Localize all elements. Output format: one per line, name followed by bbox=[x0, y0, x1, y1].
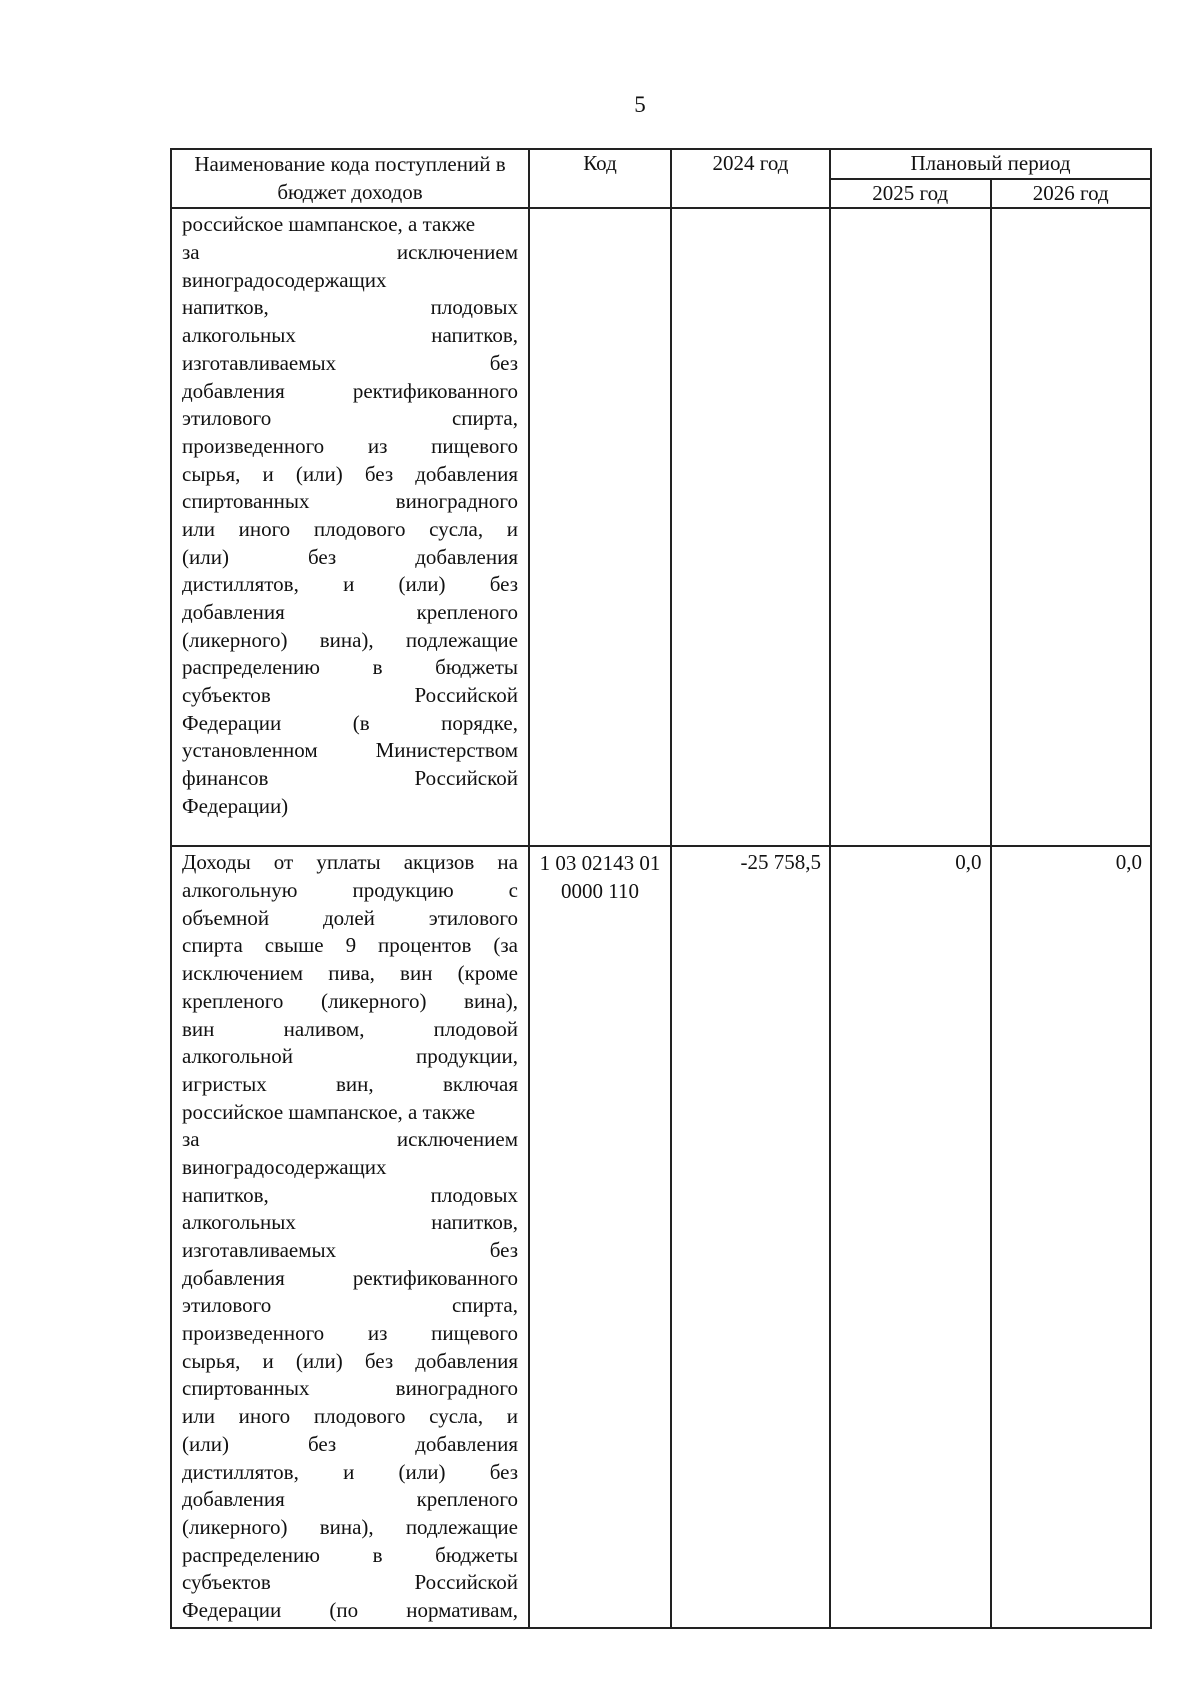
header-name: Наименование кода поступлений в бюджет доходов bbox=[171, 149, 529, 208]
description-line: алкогольную продукцию с bbox=[182, 878, 518, 903]
description-line: дистиллятов, и (или) без bbox=[182, 1459, 518, 1484]
description-line: или иного плодового сусла, и bbox=[182, 1404, 518, 1429]
description-line: объемной долей этилового bbox=[182, 905, 518, 930]
description-line: российское шампанское, а также bbox=[182, 1099, 476, 1124]
description-line: (ликерного) вина), подлежащие bbox=[182, 627, 518, 652]
description-line: вин наливом, плодовой bbox=[182, 1016, 518, 1041]
description-line: субъектов Российской bbox=[182, 1570, 518, 1595]
description-line: этилового спирта, bbox=[182, 1293, 518, 1318]
description-line: добавления ректификованного bbox=[182, 378, 518, 403]
row-value-2024: -25 758,5 bbox=[671, 846, 830, 1627]
table-row bbox=[171, 846, 1151, 1627]
header-2025: 2025 год bbox=[830, 179, 991, 209]
description-line: (ликерного) вина), подлежащие bbox=[182, 1514, 518, 1539]
description-line: сырья, и (или) без добавления bbox=[182, 461, 518, 486]
description-line: алкогольной продукции, bbox=[182, 1044, 518, 1069]
description-line: дистиллятов, и (или) без bbox=[182, 572, 518, 597]
row-value-2024 bbox=[671, 208, 830, 846]
description-line: напитков, плодовых bbox=[182, 1182, 518, 1207]
description-line: за исключением bbox=[182, 1127, 518, 1152]
description-line: распределению в бюджеты bbox=[182, 1542, 518, 1567]
row-value-2025 bbox=[830, 208, 991, 846]
row-code: 1 03 02143 01 0000 110 bbox=[529, 846, 671, 1627]
description-line: этилового спирта, bbox=[182, 406, 518, 431]
description-line: напитков, плодовых bbox=[182, 295, 518, 320]
description-line: за исключением bbox=[182, 240, 518, 265]
row-description bbox=[171, 846, 529, 1627]
description-line: Федерации (в порядке, bbox=[182, 710, 518, 735]
row-value-2026: 0,0 bbox=[991, 846, 1152, 1627]
description-line: изготавливаемых без bbox=[182, 350, 518, 375]
revenue-table bbox=[170, 148, 1152, 1629]
table-body bbox=[171, 208, 1151, 1627]
description-line: алкогольных напитков, bbox=[182, 323, 518, 348]
description-line: исключением пива, вин (кроме bbox=[182, 961, 518, 986]
description-line: распределению в бюджеты bbox=[182, 655, 518, 680]
description-line: спиртованных виноградного bbox=[182, 1376, 518, 1401]
description-line: субъектов Российской bbox=[182, 683, 518, 708]
description-line: добавления крепленого bbox=[182, 600, 518, 625]
header-2024: 2024 год bbox=[671, 149, 830, 208]
header-2026: 2026 год bbox=[991, 179, 1152, 209]
description-line: (или) без добавления bbox=[182, 544, 518, 569]
row-value-2026 bbox=[991, 208, 1152, 846]
description-line: добавления крепленого bbox=[182, 1487, 518, 1512]
description-line: виноградосодержащих bbox=[182, 267, 387, 292]
description-line: игристых вин, включая bbox=[182, 1071, 518, 1096]
description-line: крепленого (ликерного) вина), bbox=[182, 988, 518, 1013]
description-line: Федерации) bbox=[182, 793, 289, 818]
header-planned-period: Плановый период bbox=[830, 149, 1151, 179]
description-line: сырья, и (или) без добавления bbox=[182, 1348, 518, 1373]
description-line: произведенного из пищевого bbox=[182, 1321, 518, 1346]
description-line: алкогольных напитков, bbox=[182, 1210, 518, 1235]
description-line: Федерации (по нормативам, bbox=[182, 1597, 518, 1622]
description-line: изготавливаемых без bbox=[182, 1238, 518, 1263]
description-line: Доходы от уплаты акцизов на bbox=[182, 850, 518, 875]
description-line: финансов Российской bbox=[182, 766, 518, 791]
description-line: или иного плодового сусла, и bbox=[182, 516, 518, 541]
description-line: спирта свыше 9 процентов (за bbox=[182, 933, 518, 958]
page-number: 5 bbox=[634, 92, 646, 117]
description-line: произведенного из пищевого bbox=[182, 433, 518, 458]
description-line: установленном Министерством bbox=[182, 738, 518, 763]
row-value-2025: 0,0 bbox=[830, 846, 991, 1627]
table-row bbox=[171, 208, 1151, 846]
description-line: (или) без добавления bbox=[182, 1431, 518, 1456]
description-line: добавления ректификованного bbox=[182, 1265, 518, 1290]
description-line: спиртованных виноградного bbox=[182, 489, 518, 514]
row-code bbox=[529, 208, 671, 846]
row-description bbox=[171, 208, 529, 846]
header-code: Код bbox=[529, 149, 671, 208]
description-line: виноградосодержащих bbox=[182, 1154, 387, 1179]
description-line: российское шампанское, а также bbox=[182, 212, 476, 237]
